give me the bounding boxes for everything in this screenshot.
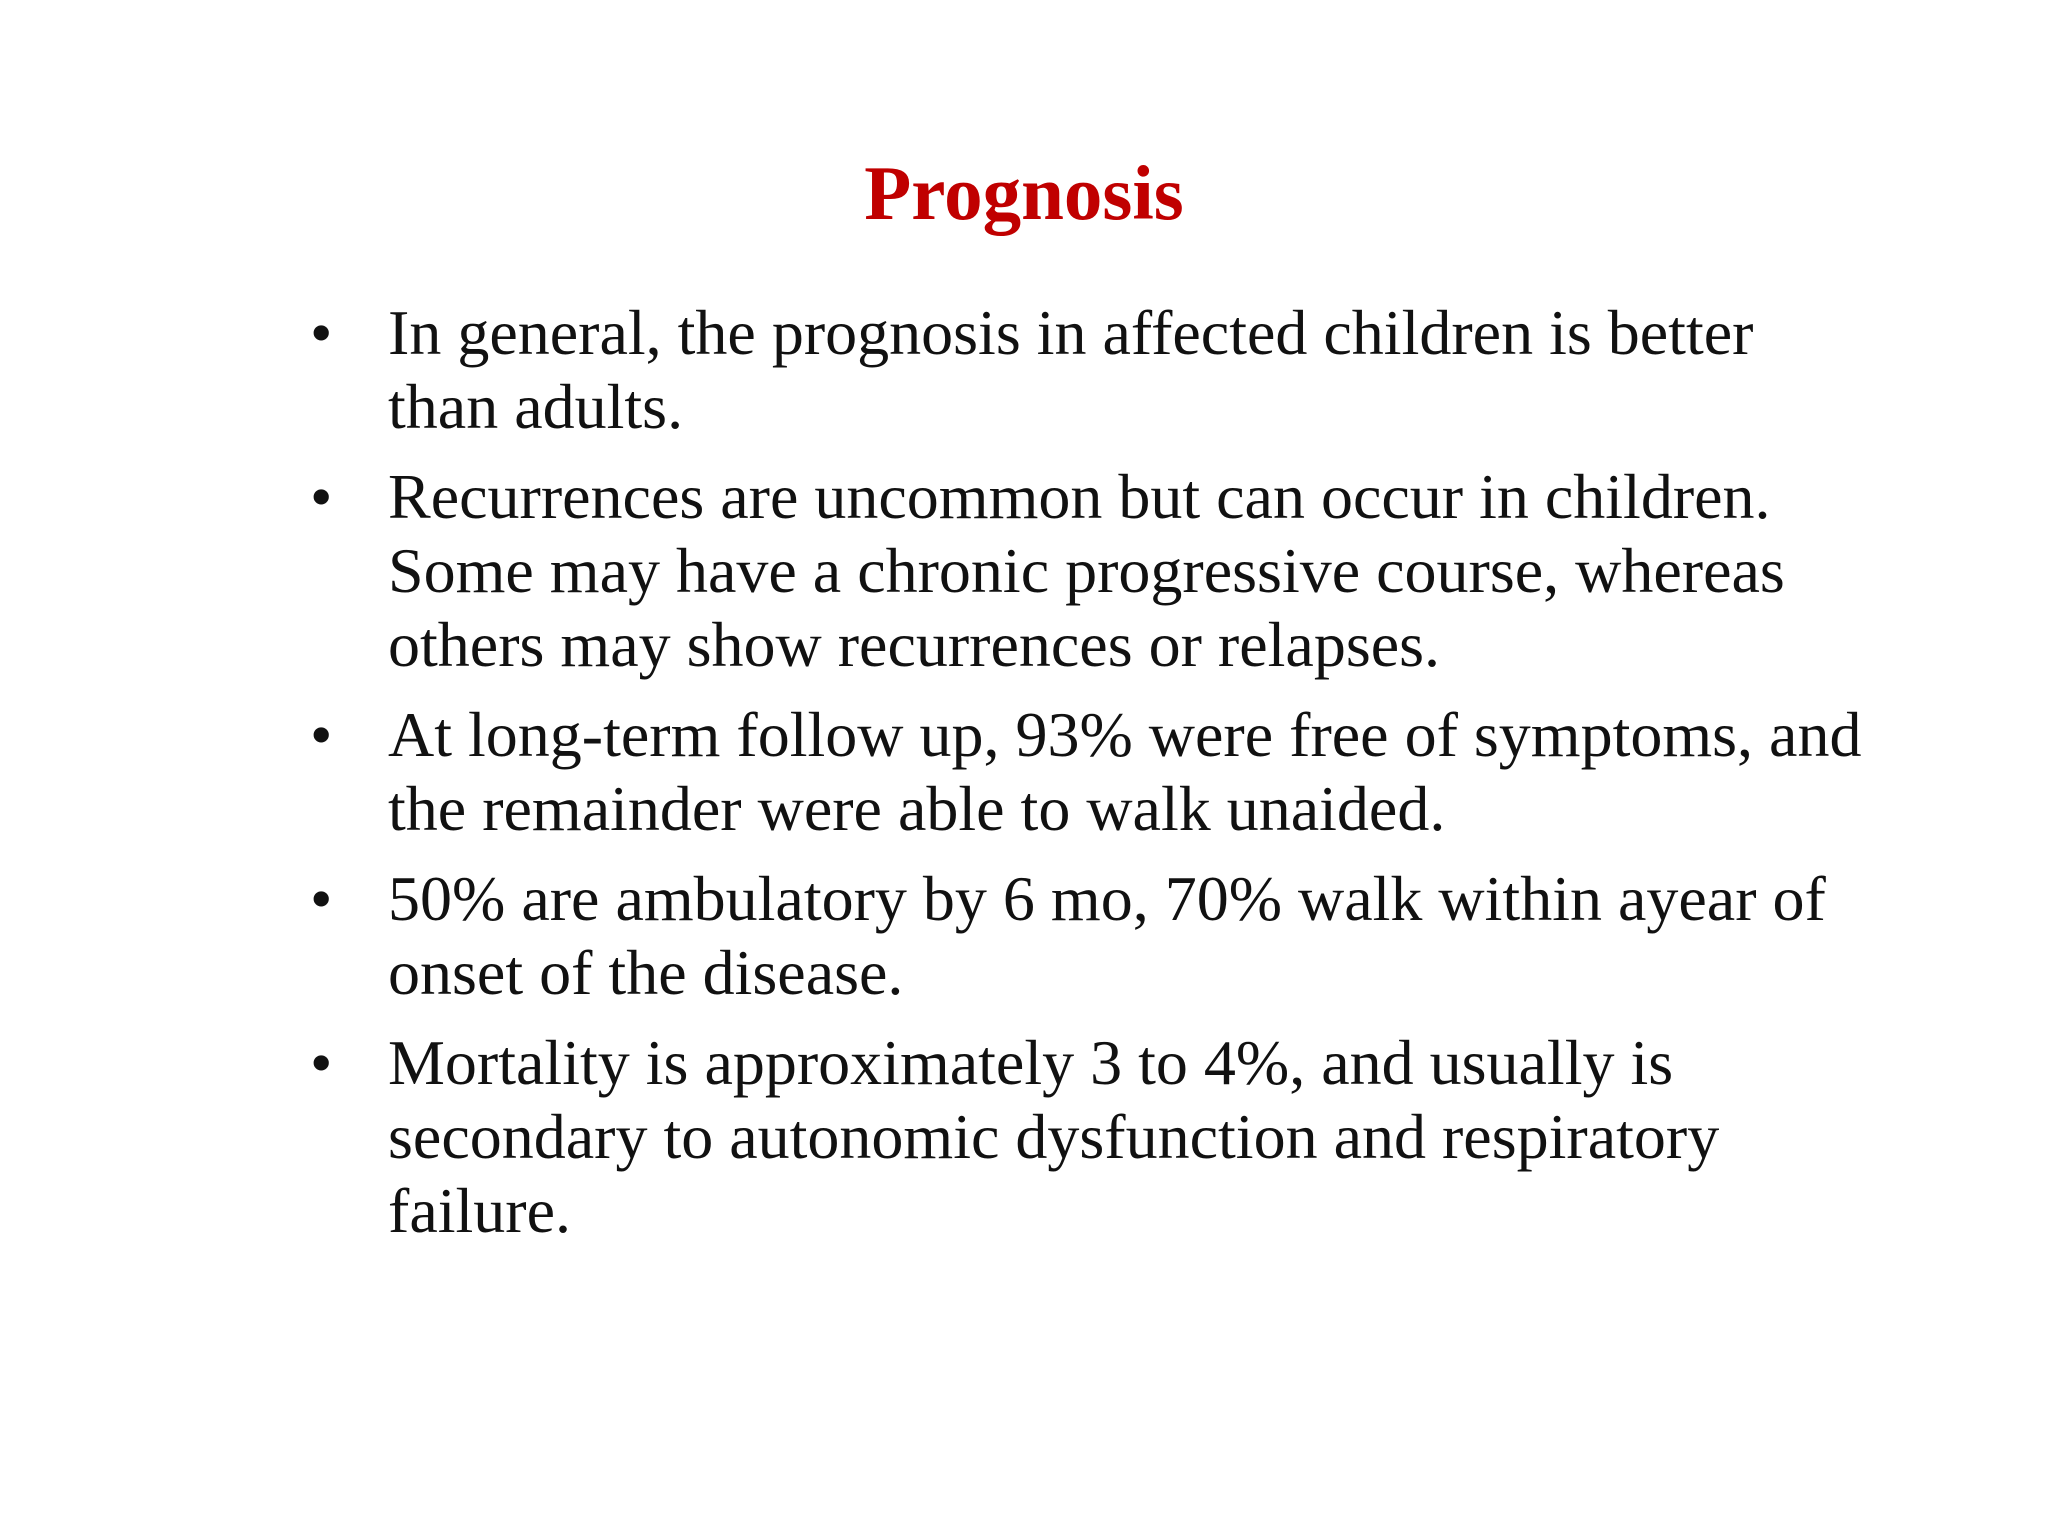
bullet-dot-icon: • (310, 1027, 333, 1098)
bullet-item (310, 698, 2008, 846)
bullet-item (310, 1026, 2008, 1248)
bullet-item (310, 862, 2008, 1010)
bullet-text: Recurrences are uncommon but can occur in children. Some may have a chronic progressive course, whereas others may show recurrences or relapses. (388, 461, 1785, 680)
bullet-text: 50% are ambulatory by 6 mo, 70% walk within ayear of onset of the disease. (388, 863, 1826, 1008)
bullet-dot-icon: • (310, 863, 333, 934)
bullet-dot-icon: • (310, 461, 333, 532)
bullet-text: At long-term follow up, 93% were free of symptoms, and the remainder were able to walk unaided. (388, 699, 1862, 844)
slide-title: Prognosis (864, 150, 1184, 236)
bullet-item (310, 296, 2008, 444)
bullet-item (310, 460, 2008, 682)
bullet-list (310, 296, 2008, 1264)
bullet-dot-icon: • (310, 699, 333, 770)
bullet-dot-icon: • (310, 297, 333, 368)
bullet-text: In general, the prognosis in affected children is better than adults. (388, 297, 1754, 442)
bullet-text: Mortality is approximately 3 to 4%, and usually is secondary to autonomic dysfunction and respiratory failure. (388, 1027, 1720, 1246)
